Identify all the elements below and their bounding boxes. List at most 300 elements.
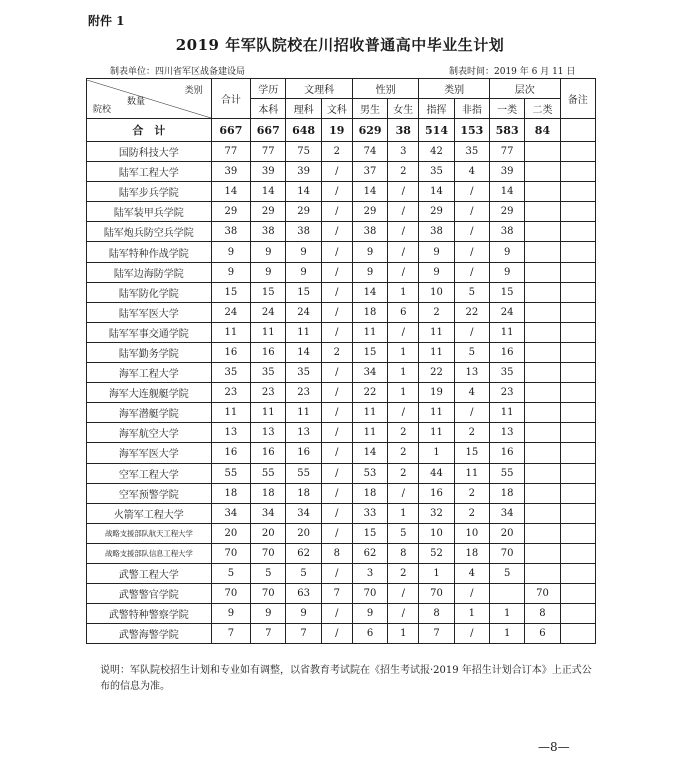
total-label: 合 计	[87, 119, 212, 142]
table-cell: 34	[251, 503, 286, 523]
table-cell: 70	[251, 543, 286, 563]
table-cell	[560, 443, 595, 463]
table-cell: 7	[286, 624, 321, 644]
table-cell	[525, 543, 560, 563]
table-cell: 13	[211, 423, 250, 443]
table-cell	[560, 322, 595, 342]
table-cell: 23	[286, 383, 321, 403]
table-row	[87, 202, 596, 222]
table-cell: 18	[352, 302, 387, 322]
header-nondirective: 非指	[454, 99, 489, 119]
table-cell: 16	[251, 342, 286, 362]
table-cell	[560, 202, 595, 222]
table-cell: 39	[211, 162, 250, 182]
table-cell: 1	[388, 383, 419, 403]
table-cell: 1	[388, 363, 419, 383]
table-cell: 9	[419, 242, 454, 262]
table-cell	[525, 443, 560, 463]
table-cell: /	[321, 322, 352, 342]
header-male: 男生	[352, 99, 387, 119]
table-cell: /	[321, 202, 352, 222]
total-cell: 667	[211, 119, 250, 142]
table-cell: 19	[419, 383, 454, 403]
table-cell: /	[454, 584, 489, 604]
table-cell: 70	[211, 543, 250, 563]
table-cell: 16	[211, 342, 250, 362]
table-cell: 1	[419, 563, 454, 583]
header-row-1	[87, 79, 596, 99]
table-cell: 70	[489, 543, 524, 563]
table-cell: 29	[489, 202, 524, 222]
table-cell: /	[321, 222, 352, 242]
total-cell: 629	[352, 119, 387, 142]
table-cell: 70	[211, 584, 250, 604]
header-type: 类别	[419, 79, 490, 99]
table-cell: 9	[211, 262, 250, 282]
table-cell: 7	[211, 624, 250, 644]
table-cell: 11	[454, 463, 489, 483]
table-cell: 9	[352, 262, 387, 282]
table-cell: 7	[321, 584, 352, 604]
table-cell	[560, 584, 595, 604]
table-cell: 1	[489, 624, 524, 644]
table-cell: 34	[489, 503, 524, 523]
table-cell	[560, 282, 595, 302]
header-gender: 性别	[352, 79, 418, 99]
table-cell: 35	[286, 363, 321, 383]
table-cell: 22	[419, 363, 454, 383]
table-cell: /	[388, 222, 419, 242]
table-cell	[525, 322, 560, 342]
table-cell	[560, 403, 595, 423]
corner-category-label: 类别	[184, 85, 203, 96]
table-cell: 77	[251, 142, 286, 162]
school-name-cell: 陆军装甲兵学院	[87, 202, 212, 222]
table-cell: /	[321, 463, 352, 483]
header-arts: 文科	[321, 99, 352, 119]
table-row	[87, 503, 596, 523]
table-cell	[560, 262, 595, 282]
table-row	[87, 443, 596, 463]
table-cell: 38	[352, 222, 387, 242]
table-cell	[525, 302, 560, 322]
header-tier1: 一类	[489, 99, 524, 119]
table-cell: 53	[352, 463, 387, 483]
diagonal-header	[87, 80, 211, 118]
table-cell	[525, 162, 560, 182]
table-cell: 38	[489, 222, 524, 242]
table-row	[87, 262, 596, 282]
table-cell: 13	[489, 423, 524, 443]
table-cell: /	[388, 584, 419, 604]
table-cell: /	[321, 423, 352, 443]
table-cell: 16	[251, 443, 286, 463]
table-cell: 13	[251, 423, 286, 443]
table-cell: 16	[489, 342, 524, 362]
table-cell: 2	[388, 423, 419, 443]
table-row	[87, 142, 596, 162]
table-cell: 1	[454, 604, 489, 624]
table-cell	[525, 403, 560, 423]
table-cell: 14	[286, 342, 321, 362]
table-cell	[560, 182, 595, 202]
school-name-cell: 海军潜艇学院	[87, 403, 212, 423]
table-cell: 9	[352, 604, 387, 624]
table-cell: 10	[419, 523, 454, 543]
table-cell: /	[321, 624, 352, 644]
table-cell: 16	[419, 483, 454, 503]
table-row	[87, 363, 596, 383]
table-cell: 35	[489, 363, 524, 383]
table-cell: 11	[286, 322, 321, 342]
table-cell	[525, 483, 560, 503]
table-cell: 16	[489, 443, 524, 463]
table-cell: 15	[352, 523, 387, 543]
table-cell: 15	[286, 282, 321, 302]
table-cell: 11	[211, 322, 250, 342]
header-science: 理科	[286, 99, 321, 119]
school-name-cell: 陆军勤务学院	[87, 342, 212, 362]
table-cell: 8	[419, 604, 454, 624]
table-cell: 75	[286, 142, 321, 162]
table-cell	[525, 523, 560, 543]
table-cell: 18	[454, 543, 489, 563]
table-cell: 18	[211, 483, 250, 503]
table-cell: 1	[388, 503, 419, 523]
table-cell: 6	[352, 624, 387, 644]
table-row	[87, 342, 596, 362]
table-cell: 24	[211, 302, 250, 322]
table-cell: 14	[352, 443, 387, 463]
table-cell: 70	[352, 584, 387, 604]
table-cell: /	[454, 322, 489, 342]
table-cell: 3	[352, 563, 387, 583]
table-cell: 9	[211, 242, 250, 262]
compiling-unit: 制表单位：四川省军区战备建设局	[110, 67, 246, 77]
table-cell: 55	[489, 463, 524, 483]
table-cell: 2	[454, 503, 489, 523]
total-cell: 583	[489, 119, 524, 142]
table-row	[87, 383, 596, 403]
total-cell: 667	[251, 119, 286, 142]
table-cell: 11	[251, 403, 286, 423]
table-cell: 20	[286, 523, 321, 543]
table-cell: 62	[286, 543, 321, 563]
table-cell: 11	[251, 322, 286, 342]
table-cell: /	[321, 282, 352, 302]
table-cell: /	[321, 563, 352, 583]
table-cell: 11	[352, 423, 387, 443]
table-cell: 11	[419, 403, 454, 423]
table-cell: 9	[489, 242, 524, 262]
table-cell	[525, 142, 560, 162]
footnote: 说明：军队院校招生计划和专业如有调整，以省教育考试院在《招生考试报·2019 年招生计划合订本》上正式公布的信息为准。	[100, 665, 592, 692]
table-cell: 11	[419, 342, 454, 362]
table-row	[87, 322, 596, 342]
table-cell: 9	[286, 262, 321, 282]
table-cell: 39	[251, 162, 286, 182]
table-cell: /	[388, 403, 419, 423]
table-cell: 55	[251, 463, 286, 483]
page-title: 2019 年军队院校在川招收普通高中毕业生计划	[175, 36, 505, 54]
header-tier2: 二类	[525, 99, 560, 119]
school-name-cell: 海军工程大学	[87, 363, 212, 383]
table-cell: 8	[525, 604, 560, 624]
table-cell: 20	[251, 523, 286, 543]
table-cell: 38	[419, 222, 454, 242]
table-cell	[560, 523, 595, 543]
table-cell: 9	[286, 242, 321, 262]
table-cell: /	[321, 262, 352, 282]
table-cell: 11	[489, 322, 524, 342]
table-cell: 35	[251, 363, 286, 383]
table-cell: 34	[286, 503, 321, 523]
table-cell	[560, 624, 595, 644]
table-row	[87, 483, 596, 503]
table-cell: 44	[419, 463, 454, 483]
table-cell	[560, 222, 595, 242]
school-name-cell: 陆军军医大学	[87, 302, 212, 322]
school-name-cell: 武警工程大学	[87, 563, 212, 583]
table-cell	[560, 142, 595, 162]
table-cell: 39	[489, 162, 524, 182]
total-cell: 514	[419, 119, 454, 142]
table-cell: 55	[211, 463, 250, 483]
table-cell: 15	[352, 342, 387, 362]
table-row	[87, 624, 596, 644]
table-cell: 24	[489, 302, 524, 322]
compiling-date: 制表时间：2019 年 6 月 11 日	[449, 67, 576, 77]
table-cell: 29	[352, 202, 387, 222]
school-name-cell: 陆军步兵学院	[87, 182, 212, 202]
table-cell: 70	[419, 584, 454, 604]
table-cell	[525, 182, 560, 202]
table-cell	[525, 282, 560, 302]
table-cell: 35	[211, 363, 250, 383]
table-cell: 23	[251, 383, 286, 403]
table-cell: 29	[286, 202, 321, 222]
school-rows	[87, 142, 596, 644]
table-row	[87, 302, 596, 322]
table-cell: 20	[211, 523, 250, 543]
table-row	[87, 282, 596, 302]
enrollment-plan-table	[86, 78, 596, 644]
table-cell: 13	[286, 423, 321, 443]
table-cell: 15	[251, 282, 286, 302]
table-cell: 14	[352, 282, 387, 302]
table-cell: 2	[388, 443, 419, 463]
table-cell: 23	[489, 383, 524, 403]
table-cell: 5	[286, 563, 321, 583]
school-name-cell: 海军军医大学	[87, 443, 212, 463]
table-cell: 23	[211, 383, 250, 403]
table-row	[87, 403, 596, 423]
table-row	[87, 563, 596, 583]
table-cell: /	[321, 503, 352, 523]
table-cell: 7	[251, 624, 286, 644]
table-row	[87, 543, 596, 563]
table-cell: 11	[352, 403, 387, 423]
table-cell: /	[321, 523, 352, 543]
table-cell	[560, 383, 595, 403]
table-cell: /	[388, 242, 419, 262]
table-cell: 9	[352, 242, 387, 262]
table-cell: /	[388, 604, 419, 624]
corner-header-cell	[87, 79, 212, 119]
table-cell: /	[454, 262, 489, 282]
table-cell: /	[454, 222, 489, 242]
table-cell: 2	[419, 302, 454, 322]
table-cell	[560, 342, 595, 362]
table-cell: /	[321, 483, 352, 503]
school-name-cell: 陆军特种作战学院	[87, 242, 212, 262]
table-cell: 1	[489, 604, 524, 624]
table-cell: 1	[388, 342, 419, 362]
table-cell: 8	[388, 543, 419, 563]
header-edu: 学历	[251, 79, 286, 99]
table-cell: /	[321, 363, 352, 383]
table-cell: 11	[419, 423, 454, 443]
total-cell: 153	[454, 119, 489, 142]
table-cell: 38	[251, 222, 286, 242]
table-cell: 14	[489, 182, 524, 202]
table-cell: 55	[286, 463, 321, 483]
table-cell	[525, 363, 560, 383]
table-cell: 38	[286, 222, 321, 242]
school-name-cell: 武警海警学院	[87, 624, 212, 644]
table-row	[87, 604, 596, 624]
table-cell: 29	[419, 202, 454, 222]
table-cell: 10	[419, 282, 454, 302]
header-undergrad: 本科	[251, 99, 286, 119]
header-level: 层次	[489, 79, 560, 99]
table-cell: 5	[454, 342, 489, 362]
table-cell: 42	[419, 142, 454, 162]
total-cell	[560, 119, 595, 142]
table-cell: 10	[454, 523, 489, 543]
table-cell: 18	[352, 483, 387, 503]
school-name-cell: 武警特种警察学院	[87, 604, 212, 624]
table-cell	[560, 463, 595, 483]
table-row	[87, 162, 596, 182]
table-cell: /	[454, 242, 489, 262]
table-cell: 13	[454, 363, 489, 383]
table-cell: /	[454, 182, 489, 202]
table-cell: /	[321, 182, 352, 202]
corner-school-label: 院校	[93, 104, 112, 115]
table-cell: 2	[454, 483, 489, 503]
table-cell: 2	[388, 162, 419, 182]
header-remark: 备注	[560, 79, 595, 119]
table-cell: /	[454, 403, 489, 423]
school-name-cell: 战略支援部队信息工程大学	[87, 543, 212, 563]
table-cell: 34	[211, 503, 250, 523]
table-cell: 9	[419, 262, 454, 282]
table-cell: 22	[454, 302, 489, 322]
school-name-cell: 战略支援部队航天工程大学	[87, 523, 212, 543]
school-name-cell: 空军预警学院	[87, 483, 212, 503]
table-cell: 2	[454, 423, 489, 443]
total-cell: 19	[321, 119, 352, 142]
table-cell: 2	[388, 563, 419, 583]
table-cell: 70	[251, 584, 286, 604]
table-cell: 4	[454, 162, 489, 182]
table-cell: 11	[489, 403, 524, 423]
header-total: 合计	[211, 79, 250, 119]
table-cell: 15	[454, 443, 489, 463]
table-cell: /	[321, 383, 352, 403]
table-cell: 4	[454, 383, 489, 403]
corner-quantity-label: 数量	[127, 96, 146, 107]
table-cell	[525, 563, 560, 583]
school-name-cell: 陆军工程大学	[87, 162, 212, 182]
header-arts-sci: 文理科	[286, 79, 352, 99]
table-cell: 33	[352, 503, 387, 523]
table-cell: 4	[454, 563, 489, 583]
table-cell: /	[321, 242, 352, 262]
table-cell	[525, 342, 560, 362]
table-cell: 5	[251, 563, 286, 583]
table-cell: 35	[419, 162, 454, 182]
table-cell: 1	[388, 282, 419, 302]
table-cell: 74	[352, 142, 387, 162]
table-cell: 9	[251, 262, 286, 282]
table-cell: 6	[525, 624, 560, 644]
table-cell: 34	[352, 363, 387, 383]
table-cell: 70	[525, 584, 560, 604]
table-cell: /	[388, 262, 419, 282]
table-cell	[560, 543, 595, 563]
table-row	[87, 182, 596, 202]
table-cell	[560, 503, 595, 523]
table-cell	[560, 242, 595, 262]
table-cell	[525, 202, 560, 222]
table-cell: 22	[352, 383, 387, 403]
table-cell: 20	[489, 523, 524, 543]
table-cell	[560, 302, 595, 322]
table-cell: /	[321, 443, 352, 463]
table-cell: /	[388, 202, 419, 222]
table-cell: /	[454, 202, 489, 222]
total-cell: 38	[388, 119, 419, 142]
table-cell: 5	[454, 282, 489, 302]
table-cell	[560, 604, 595, 624]
page-number: —8—	[538, 740, 570, 754]
table-cell: 18	[286, 483, 321, 503]
table-cell: 9	[211, 604, 250, 624]
total-cell: 648	[286, 119, 321, 142]
table-cell: 7	[419, 624, 454, 644]
table-cell: 14	[352, 182, 387, 202]
table-cell	[525, 463, 560, 483]
table-cell: 11	[352, 322, 387, 342]
table-cell: /	[388, 182, 419, 202]
table-cell: 2	[321, 142, 352, 162]
table-cell: 18	[489, 483, 524, 503]
table-cell: 39	[286, 162, 321, 182]
table-cell: 5	[489, 563, 524, 583]
table-cell	[560, 423, 595, 443]
table-cell	[560, 162, 595, 182]
table-cell: 14	[211, 182, 250, 202]
table-cell: 9	[251, 604, 286, 624]
table-cell: /	[454, 624, 489, 644]
header-female: 女生	[388, 99, 419, 119]
table-cell: 11	[286, 403, 321, 423]
table-cell: 6	[388, 302, 419, 322]
table-cell: /	[321, 604, 352, 624]
table-cell: 9	[489, 262, 524, 282]
